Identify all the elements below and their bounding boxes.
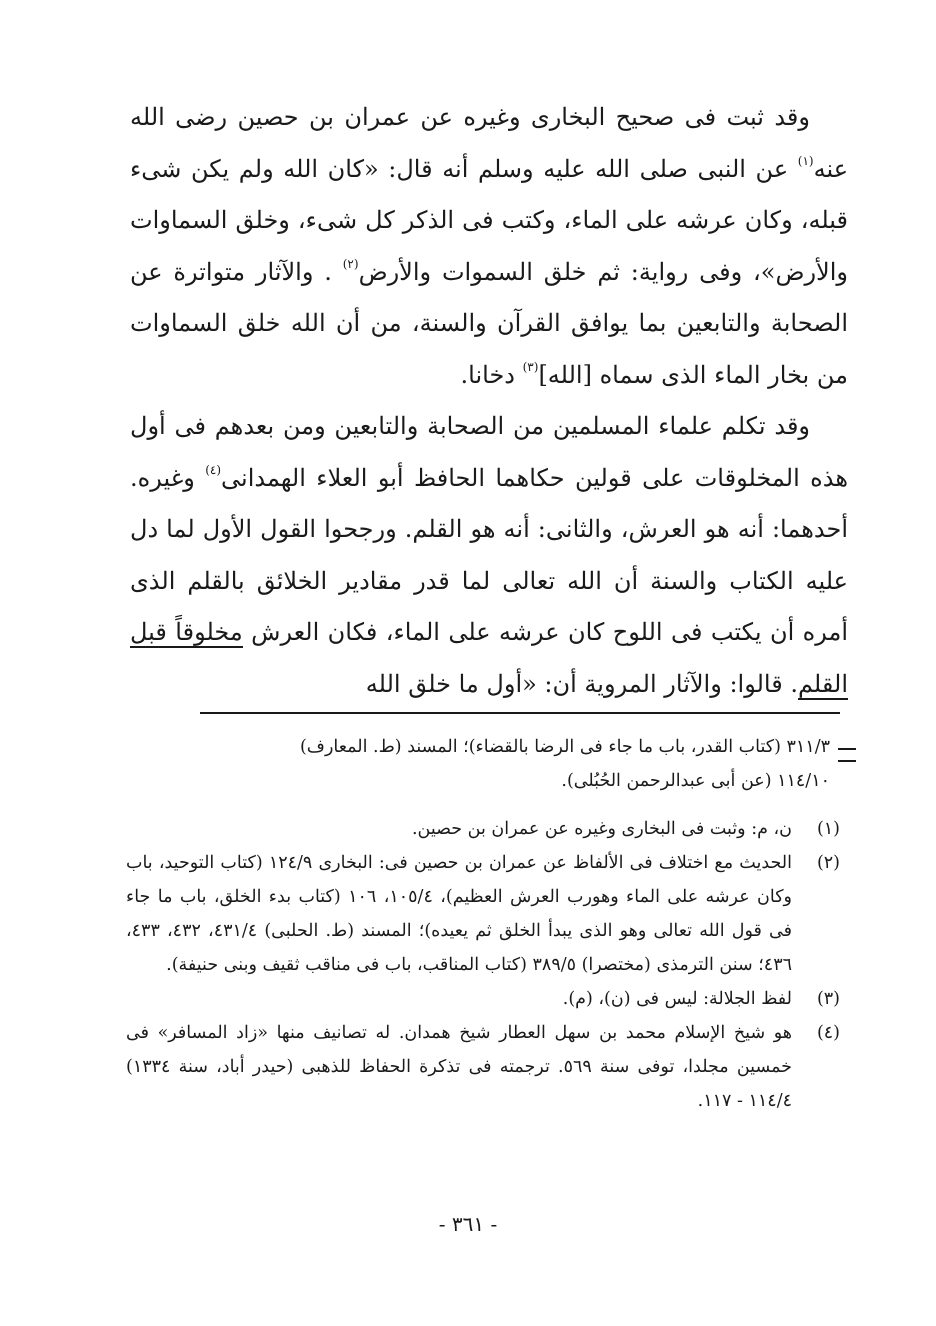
continuation-mark (838, 748, 856, 762)
footnote-item (126, 1016, 840, 1118)
footnote-text: لفظ الجلالة: ليس فى (ن)، (م). (562, 989, 792, 1009)
footnote-item (126, 982, 840, 1016)
footnote-list (126, 812, 840, 1118)
para1-text-c: . والآثار متواترة عن الصحابة والتابعين بما يوافق القرآن والسنة، من أن الله خلق السماوات من بخار الماء الذى سماه [الله] (130, 257, 848, 389)
footnote-separator (200, 712, 840, 714)
footnote-text: الحديث مع اختلاف فى الألفاظ عن عمران بن حصين فى: البخارى ١٢٤/٩ (كتاب التوحيد، باب وكان عرشه على الماء وهورب العرش العظيم)، ١٠٥/٤، ١٠٦ (كتاب بدء الخلق، باب ما جاء فى قول الله تعالى وهو الذى يبدأ الخلق ثم يعيده)؛ المسند (ط. الحلبى) ٤٣١/٤، ٤٣٢، ٤٣٣، ٤٣٦؛ سنن الترمذى (مختصرا) ٣٨٩/٥ (كتاب المناقب، باب فى مناقب ثقيف وبنى حنيفة). (126, 853, 792, 975)
para2-text-b: وغيره. أحدهما: أنه هو العرش، والثانى: أنه هو القلم. ورجحوا القول الأول لما دل عليه الكتاب والسنة أن الله تعالى لما قدر مقادير الخلائق بالقلم الذى أمره أن يكتب فى اللوح كان عرشه على الماء، فكان العرش (130, 463, 849, 646)
footnote-item (126, 812, 840, 846)
footnote-ref-2[interactable]: (٢) (342, 256, 359, 271)
para2-text: وقد تكلم علماء المسلمين من الصحابة والتابعين ومن بعدهم فى أول هذه المخلوقات على قولين حكاهما الحافظ أبو العلاء الهمدانى (130, 412, 848, 492)
footnote-ref-1[interactable]: (١) (797, 153, 814, 168)
footnote-number: (١) (816, 819, 840, 839)
page-number: - ٣٦١ - (438, 1212, 498, 1236)
footnote-ref-3[interactable]: (٣) (522, 359, 539, 374)
para1-text-b: عن النبى صلى الله عليه وسلم أنه قال: «كان الله ولم يكن شىء قبله، وكان عرشه على الماء، وكتب فى الذكر كل شىء، وخلق السماوات والأرض»، وفى رواية: ثم خلق السموات والأرض (130, 154, 848, 286)
footnote-text: هو شيخ الإسلام محمد بن سهل العطار شيخ همدان. له تصانيف منها «زاد المسافر» فى خمسين مجلدا، توفى سنة ٥٦٩. ترجمته فى تذكرة الحفاظ للذهبى (حيدر أباد، سنة ١٣٣٤) ١١٤/٤ - ١١٧. (126, 1023, 793, 1111)
footnote-text: ن، م: وثبت فى البخارى وغيره عن عمران بن حصين. (411, 819, 792, 839)
continuation-line-2: ١١٤/١٠ (عن أبى عبدالرحمن الحُبُلى). (561, 771, 830, 791)
paragraph-2 (130, 401, 848, 710)
footnote-number: (٤) (816, 1023, 840, 1043)
footnote-ref-4[interactable]: (٤) (205, 462, 222, 477)
paragraph-1 (130, 92, 848, 401)
footnote-number: (٢) (816, 853, 840, 873)
footnote-number: (٣) (816, 989, 840, 1009)
footnote-item (126, 846, 840, 982)
footnote-continuation (130, 730, 830, 798)
para2-text-c: . قالوا: والآثار المروية أن: «أول ما خلق الله (365, 669, 798, 698)
continuation-line-1: ٣١١/٣ (كتاب القدر، باب ما جاء فى الرضا بالقضاء)؛ المسند (ط. المعارف) (299, 737, 830, 757)
main-text (130, 92, 848, 710)
para1-text-d: دخانا. (460, 360, 523, 389)
para1-text: وقد ثبت فى صحيح البخارى وغيره عن عمران بن حصين رضى الله عنه (130, 103, 849, 183)
underlined-phrase: مخلوقاً قبل القلم (130, 618, 848, 698)
